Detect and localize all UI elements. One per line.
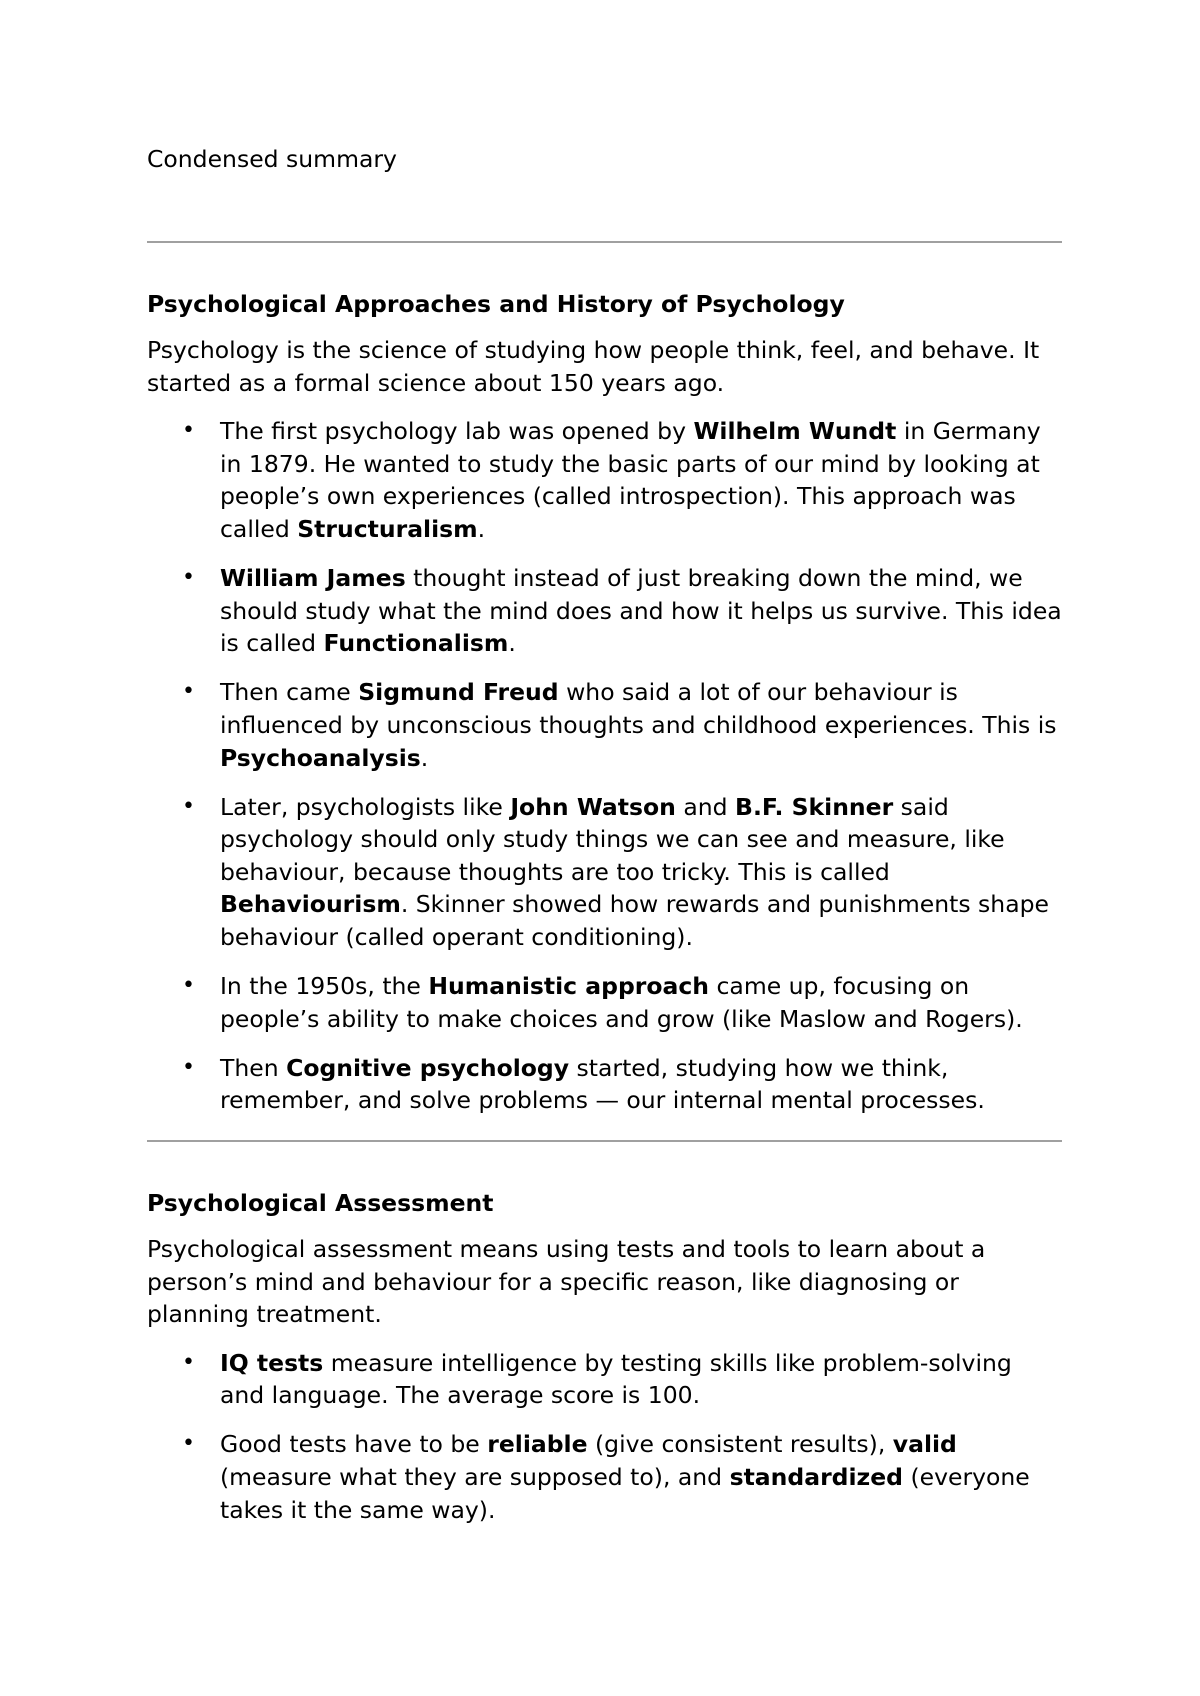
list-item	[147, 415, 1062, 545]
text-run: (everyone takes it the same way).	[220, 1463, 1030, 1524]
bold-term: Wilhelm Wundt	[693, 417, 897, 446]
document-title: Condensed summary	[147, 145, 397, 173]
text-run: started, studying how we think, remember, and solve problems — our internal mental processes.	[220, 1053, 985, 1115]
bullet-icon: •	[182, 565, 195, 591]
text-run: The first psychology lab was opened by	[220, 417, 694, 446]
text-run: . Skinner showed how rewards and punishments shape behaviour (called operant conditioning).	[220, 890, 1049, 951]
bold-term: Humanistic approach	[428, 972, 710, 1001]
text-run: in Germany in 1879. He wanted to study the basic parts of our mind by looking at people’s own experiences (called introspection). This approach was called	[220, 417, 1041, 543]
bold-term: valid	[892, 1430, 957, 1459]
section-intro: Psychology is the science of studying how people think, feel, and behave. It started as a formal science about 150 years ago.	[147, 336, 1040, 397]
text-run: (measure what they are supposed to), and	[220, 1463, 730, 1492]
text-run: thought instead of just breaking down the mind, we should study what the mind does and how it helps us survive. This idea is called	[220, 564, 1062, 658]
list-item	[147, 970, 1062, 1035]
bold-term: B.F. Skinner	[735, 792, 894, 821]
bullet-icon: •	[182, 679, 195, 705]
text-run: Later, psychologists like	[220, 792, 511, 821]
text-run: came up, focusing on people’s ability to make choices and grow (like Maslow and Rogers).	[220, 972, 1023, 1033]
list-item	[147, 1347, 1062, 1412]
divider	[147, 1140, 1062, 1142]
section-heading: Psychological Assessment	[147, 1189, 494, 1217]
text-run: .	[508, 629, 516, 658]
bullet-icon: •	[182, 793, 195, 819]
text-run: In the 1950s, the	[220, 972, 429, 1001]
section-heading: Psychological Approaches and History of Psychology	[147, 290, 845, 318]
text-run: Then came	[220, 678, 359, 707]
bold-term: Behaviourism	[220, 890, 401, 919]
text-run: said psychology should only study things we can see and measure, like behaviour, because thoughts are too tricky. This is called	[220, 792, 1005, 886]
text-run: Good tests have to be	[220, 1430, 488, 1459]
bullet-list	[147, 1347, 1062, 1526]
list-item	[147, 1428, 1062, 1526]
bullet-icon: •	[182, 1054, 195, 1080]
bold-term: reliable	[487, 1430, 588, 1459]
list-item	[147, 1052, 1062, 1117]
bold-term: John Watson	[510, 792, 676, 821]
bold-term: Psychoanalysis	[220, 743, 421, 772]
bullet-icon: •	[182, 973, 195, 999]
bullet-icon: •	[182, 1349, 195, 1375]
bullet-icon: •	[182, 418, 195, 444]
divider	[147, 241, 1062, 243]
bold-term: Functionalism	[323, 629, 509, 658]
bold-term: Sigmund Freud	[358, 678, 559, 707]
text-run: (give consistent results),	[587, 1430, 893, 1459]
section-history	[147, 288, 1062, 1133]
bold-term: IQ tests	[220, 1348, 324, 1377]
text-run: and	[675, 792, 736, 821]
list-item	[147, 791, 1062, 954]
bold-term: William James	[220, 564, 406, 593]
section-intro: Psychological assessment means using tests and tools to learn about a person’s mind and behaviour for a specific reason, like diagnosing or planning treatment.	[147, 1235, 986, 1329]
list-item	[147, 676, 1062, 774]
bold-term: standardized	[729, 1463, 903, 1492]
list-item	[147, 562, 1062, 660]
text-run: .	[420, 743, 429, 772]
text-run: who said a lot of our behaviour is influenced by unconscious thoughts and childhood experiences. This is	[220, 678, 1057, 739]
bullet-list	[147, 415, 1062, 1117]
text-run: .	[477, 514, 486, 543]
bullet-icon: •	[182, 1431, 195, 1457]
bold-term: Cognitive psychology	[286, 1053, 570, 1082]
bold-term: Structuralism	[297, 514, 478, 543]
text-run: Then	[220, 1053, 287, 1082]
text-run: measure intelligence by testing skills like problem-solving and language. The average score is 100.	[220, 1348, 1012, 1410]
section-assessment	[147, 1187, 1062, 1543]
